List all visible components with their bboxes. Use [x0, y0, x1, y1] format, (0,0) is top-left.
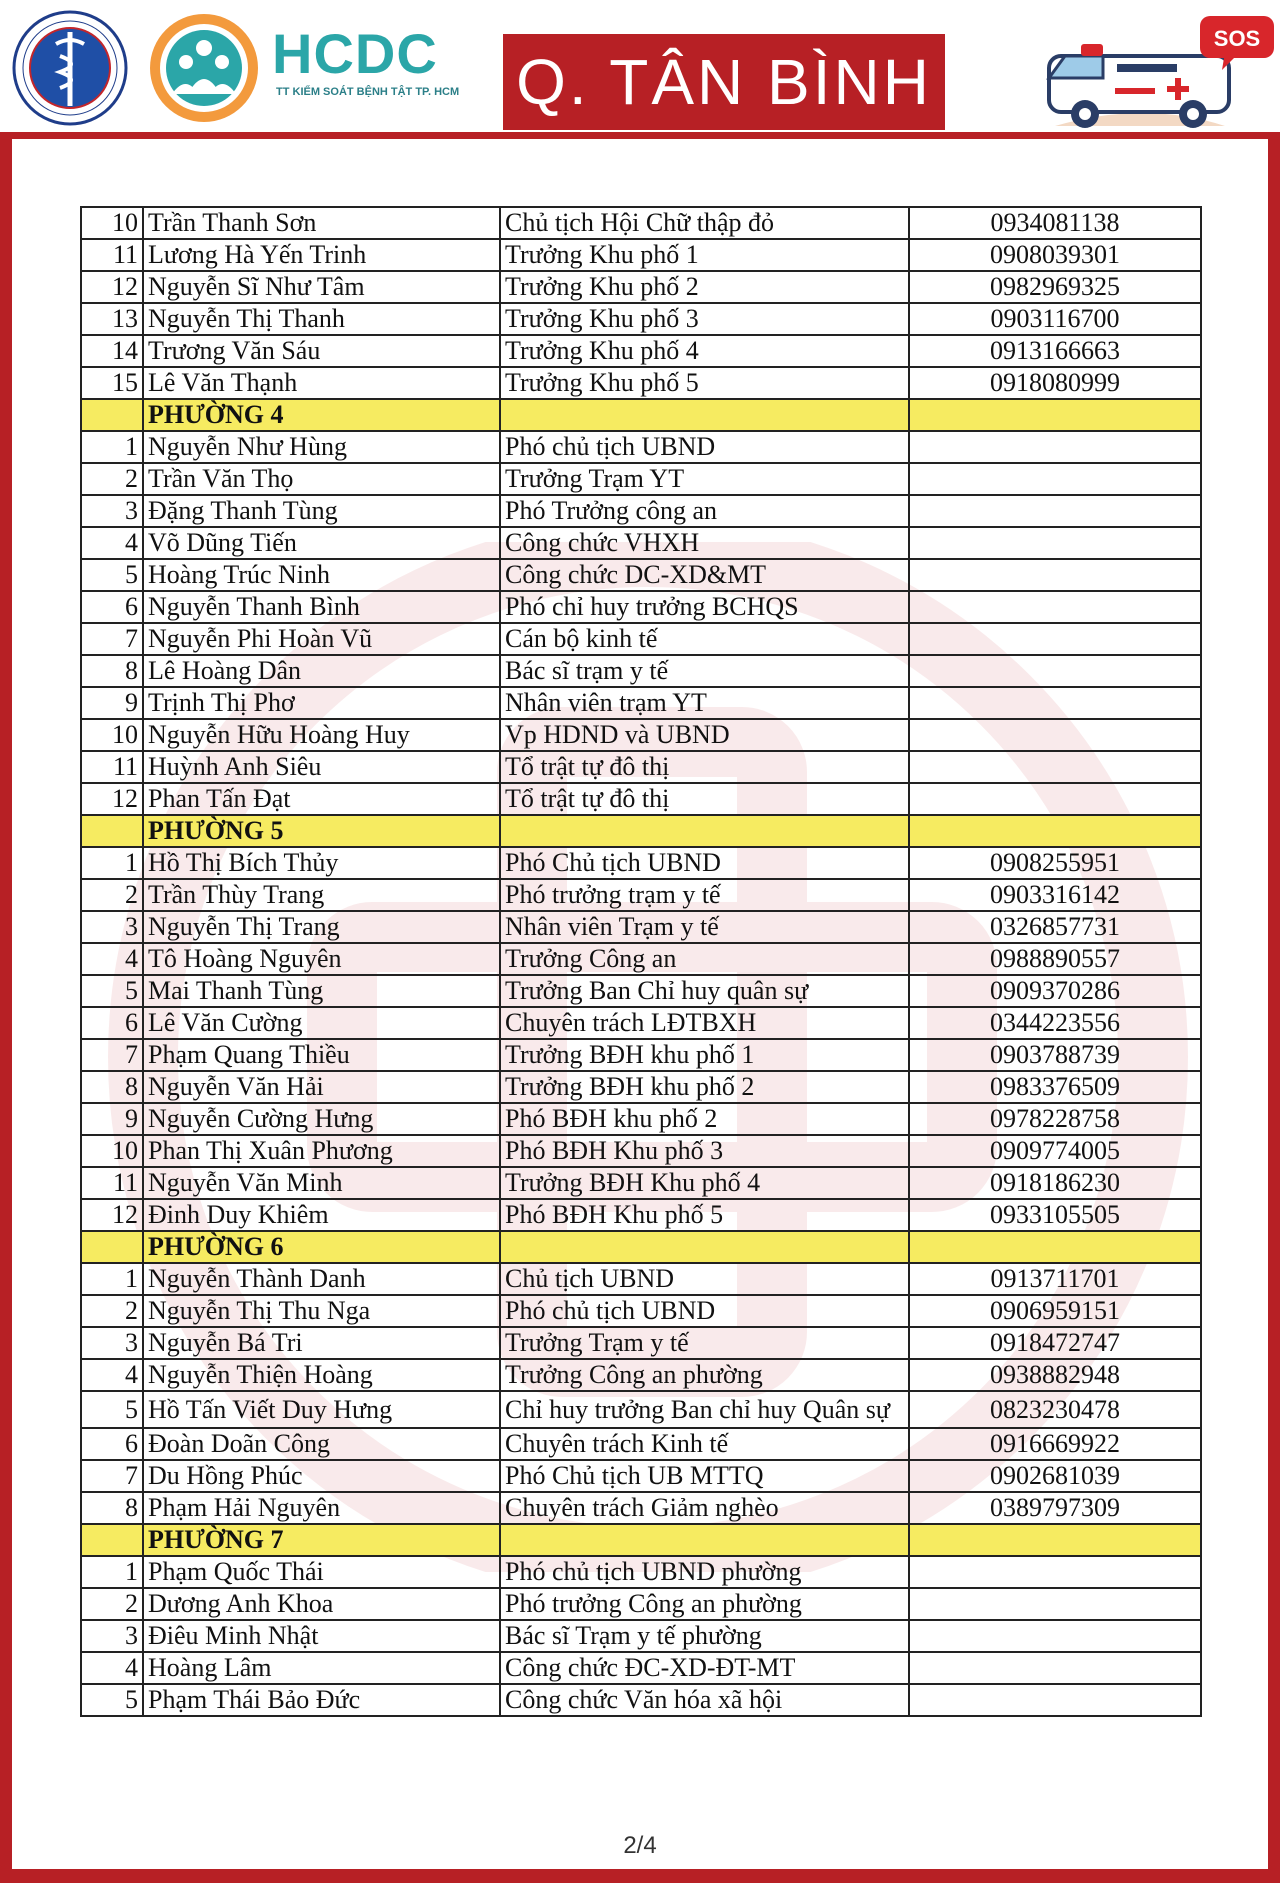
page-header — [0, 0, 1280, 132]
role-cell: Phó chủ tịch UBND phường — [500, 1556, 909, 1588]
phone-cell — [909, 815, 1201, 847]
role-cell — [500, 1231, 909, 1263]
role-cell: Phó BĐH Khu phố 5 — [500, 1199, 909, 1231]
role-cell: Chuyên trách Kinh tế — [500, 1428, 909, 1460]
table-row — [81, 1327, 1201, 1359]
table-row — [81, 719, 1201, 751]
phone-cell: 0918472747 — [909, 1327, 1201, 1359]
role-cell: Trưởng Khu phố 4 — [500, 335, 909, 367]
name-cell: Đinh Duy Khiêm — [143, 1199, 500, 1231]
name-cell: Phạm Thái Bảo Đức — [143, 1684, 500, 1716]
table-row — [81, 1103, 1201, 1135]
phone-cell: 0978228758 — [909, 1103, 1201, 1135]
sos-label: SOS — [1213, 26, 1261, 51]
name-cell: Trần Thùy Trang — [143, 879, 500, 911]
name-cell: Hồ Tấn Viết Duy Hưng — [143, 1391, 500, 1428]
phone-cell: 0908039301 — [909, 239, 1201, 271]
hcdc-logo-icon — [148, 12, 260, 124]
role-cell — [500, 399, 909, 431]
phone-cell: 0916669922 — [909, 1428, 1201, 1460]
phone-cell: 0918080999 — [909, 367, 1201, 399]
name-cell: Trịnh Thị Phơ — [143, 687, 500, 719]
district-title: Q. TÂN BÌNH — [503, 34, 945, 130]
name-cell: Nguyễn Thiện Hoàng — [143, 1359, 500, 1391]
table-row — [81, 1684, 1201, 1716]
name-cell: Nguyễn Thị Thu Nga — [143, 1295, 500, 1327]
name-cell: Đặng Thanh Tùng — [143, 495, 500, 527]
name-cell: Nguyễn Thành Danh — [143, 1263, 500, 1295]
ward-section-row — [81, 1524, 1201, 1556]
table-row — [81, 559, 1201, 591]
role-cell: Bác sĩ trạm y tế — [500, 655, 909, 687]
role-cell: Trưởng Khu phố 5 — [500, 367, 909, 399]
phone-cell: 0903788739 — [909, 1039, 1201, 1071]
row-number-cell: 3 — [81, 911, 143, 943]
row-number-cell: 6 — [81, 1007, 143, 1039]
name-cell: Phan Tấn Đạt — [143, 783, 500, 815]
role-cell: Trưởng BĐH Khu phố 4 — [500, 1167, 909, 1199]
role-cell: Chủ tịch Hội Chữ thập đỏ — [500, 207, 909, 239]
row-number-cell: 8 — [81, 1071, 143, 1103]
phone-cell — [909, 431, 1201, 463]
name-cell: Phạm Hải Nguyên — [143, 1492, 500, 1524]
ward-section-title: PHƯỜNG 4 — [143, 399, 500, 431]
table-row — [81, 1135, 1201, 1167]
table-row — [81, 335, 1201, 367]
row-number-cell: 4 — [81, 943, 143, 975]
row-number-cell — [81, 399, 143, 431]
name-cell: Mai Thanh Tùng — [143, 975, 500, 1007]
role-cell: Trưởng Trạm YT — [500, 463, 909, 495]
row-number-cell: 1 — [81, 1263, 143, 1295]
table-row — [81, 239, 1201, 271]
phone-cell: 0902681039 — [909, 1460, 1201, 1492]
phone-cell: 0913711701 — [909, 1263, 1201, 1295]
phone-cell: 0909774005 — [909, 1135, 1201, 1167]
phone-cell — [909, 1231, 1201, 1263]
role-cell: Phó Chủ tịch UB MTTQ — [500, 1460, 909, 1492]
phone-cell — [909, 399, 1201, 431]
phone-cell: 0934081138 — [909, 207, 1201, 239]
table-row — [81, 303, 1201, 335]
row-number-cell: 6 — [81, 591, 143, 623]
row-number-cell: 3 — [81, 1620, 143, 1652]
row-number-cell: 4 — [81, 1359, 143, 1391]
role-cell: Phó chủ tịch UBND — [500, 1295, 909, 1327]
role-cell: Công chức VHXH — [500, 527, 909, 559]
name-cell: Hoàng Trúc Ninh — [143, 559, 500, 591]
row-number-cell: 3 — [81, 1327, 143, 1359]
table-row — [81, 367, 1201, 399]
ward-section-title: PHƯỜNG 5 — [143, 815, 500, 847]
row-number-cell: 12 — [81, 271, 143, 303]
name-cell: Dương Anh Khoa — [143, 1588, 500, 1620]
phone-cell: 0913166663 — [909, 335, 1201, 367]
role-cell: Trưởng BĐH khu phố 2 — [500, 1071, 909, 1103]
role-cell: Vp HDND và UBND — [500, 719, 909, 751]
row-number-cell: 14 — [81, 335, 143, 367]
phone-cell: 0933105505 — [909, 1199, 1201, 1231]
role-cell: Phó BĐH khu phố 2 — [500, 1103, 909, 1135]
table-row — [81, 1007, 1201, 1039]
name-cell: Phạm Quốc Thái — [143, 1556, 500, 1588]
table-row — [81, 623, 1201, 655]
name-cell: Nguyễn Hữu Hoàng Huy — [143, 719, 500, 751]
phone-cell — [909, 495, 1201, 527]
row-number-cell: 2 — [81, 1295, 143, 1327]
phone-cell — [909, 623, 1201, 655]
health-department-seal-icon — [12, 10, 128, 126]
role-cell: Chỉ huy trưởng Ban chỉ huy Quân sự — [500, 1391, 909, 1428]
contact-table-body — [81, 207, 1201, 1716]
table-row — [81, 431, 1201, 463]
table-row — [81, 1460, 1201, 1492]
name-cell: Lê Văn Cường — [143, 1007, 500, 1039]
phone-cell — [909, 591, 1201, 623]
phone-cell — [909, 751, 1201, 783]
role-cell: Trưởng Ban Chỉ huy quân sự — [500, 975, 909, 1007]
role-cell: Phó BĐH Khu phố 3 — [500, 1135, 909, 1167]
role-cell: Chủ tịch UBND — [500, 1263, 909, 1295]
table-row — [81, 975, 1201, 1007]
name-cell: Phan Thị Xuân Phương — [143, 1135, 500, 1167]
row-number-cell: 4 — [81, 1652, 143, 1684]
row-number-cell: 12 — [81, 783, 143, 815]
row-number-cell: 11 — [81, 1167, 143, 1199]
role-cell: Phó chủ tịch UBND — [500, 431, 909, 463]
row-number-cell: 5 — [81, 1391, 143, 1428]
row-number-cell: 9 — [81, 1103, 143, 1135]
row-number-cell: 13 — [81, 303, 143, 335]
row-number-cell: 6 — [81, 1428, 143, 1460]
table-row — [81, 911, 1201, 943]
phone-cell: 0906959151 — [909, 1295, 1201, 1327]
phone-cell: 0326857731 — [909, 911, 1201, 943]
table-row — [81, 1039, 1201, 1071]
phone-cell — [909, 1652, 1201, 1684]
ward-section-title: PHƯỜNG 6 — [143, 1231, 500, 1263]
ward-section-row — [81, 815, 1201, 847]
name-cell: Trần Thanh Sơn — [143, 207, 500, 239]
role-cell: Công chức DC-XD&MT — [500, 559, 909, 591]
role-cell: Công chức ĐC-XD-ĐT-MT — [500, 1652, 909, 1684]
name-cell: Lê Hoàng Dân — [143, 655, 500, 687]
table-row — [81, 655, 1201, 687]
table-row — [81, 879, 1201, 911]
row-number-cell: 10 — [81, 1135, 143, 1167]
name-cell: Hồ Thị Bích Thủy — [143, 847, 500, 879]
role-cell: Nhân viên trạm YT — [500, 687, 909, 719]
role-cell: Công chức Văn hóa xã hội — [500, 1684, 909, 1716]
row-number-cell: 10 — [81, 719, 143, 751]
row-number-cell: 3 — [81, 495, 143, 527]
row-number-cell: 2 — [81, 1588, 143, 1620]
page-number: 2/4 — [623, 1832, 657, 1859]
table-row — [81, 271, 1201, 303]
table-row — [81, 1263, 1201, 1295]
ward-section-title: PHƯỜNG 7 — [143, 1524, 500, 1556]
phone-cell — [909, 1684, 1201, 1716]
name-cell: Nguyễn Cường Hưng — [143, 1103, 500, 1135]
table-row — [81, 591, 1201, 623]
table-row — [81, 1167, 1201, 1199]
table-row — [81, 1492, 1201, 1524]
row-number-cell: 1 — [81, 431, 143, 463]
table-row — [81, 1391, 1201, 1428]
phone-cell — [909, 527, 1201, 559]
table-row — [81, 1620, 1201, 1652]
name-cell: Võ Dũng Tiến — [143, 527, 500, 559]
table-row — [81, 463, 1201, 495]
row-number-cell: 5 — [81, 1684, 143, 1716]
name-cell: Nguyễn Thanh Bình — [143, 591, 500, 623]
row-number-cell: 8 — [81, 1492, 143, 1524]
table-row — [81, 1359, 1201, 1391]
table-row — [81, 527, 1201, 559]
phone-cell: 0918186230 — [909, 1167, 1201, 1199]
contact-table — [80, 206, 1202, 1717]
table-row — [81, 1652, 1201, 1684]
name-cell: Nguyễn Phi Hoàn Vũ — [143, 623, 500, 655]
phone-cell — [909, 559, 1201, 591]
table-row — [81, 687, 1201, 719]
name-cell: Huỳnh Anh Siêu — [143, 751, 500, 783]
phone-cell — [909, 463, 1201, 495]
ward-section-row — [81, 399, 1201, 431]
name-cell: Nguyễn Sĩ Như Tâm — [143, 271, 500, 303]
table-row — [81, 1071, 1201, 1103]
name-cell: Phạm Quang Thiều — [143, 1039, 500, 1071]
row-number-cell: 11 — [81, 751, 143, 783]
name-cell: Du Hồng Phúc — [143, 1460, 500, 1492]
table-row — [81, 1295, 1201, 1327]
phone-cell — [909, 1588, 1201, 1620]
table-row — [81, 943, 1201, 975]
phone-cell — [909, 719, 1201, 751]
role-cell: Trưởng Khu phố 3 — [500, 303, 909, 335]
role-cell: Nhân viên Trạm y tế — [500, 911, 909, 943]
table-row — [81, 1588, 1201, 1620]
name-cell: Nguyễn Thị Thanh — [143, 303, 500, 335]
table-row — [81, 783, 1201, 815]
phone-cell: 0903116700 — [909, 303, 1201, 335]
row-number-cell: 2 — [81, 463, 143, 495]
name-cell: Tô Hoàng Nguyên — [143, 943, 500, 975]
phone-cell: 0389797309 — [909, 1492, 1201, 1524]
row-number-cell — [81, 1231, 143, 1263]
role-cell: Phó Chủ tịch UBND — [500, 847, 909, 879]
table-row — [81, 207, 1201, 239]
name-cell: Nguyễn Văn Hải — [143, 1071, 500, 1103]
name-cell: Trần Văn Thọ — [143, 463, 500, 495]
role-cell: Trưởng Khu phố 1 — [500, 239, 909, 271]
row-number-cell: 15 — [81, 367, 143, 399]
row-number-cell: 7 — [81, 623, 143, 655]
role-cell — [500, 1524, 909, 1556]
phone-cell: 0903316142 — [909, 879, 1201, 911]
ward-section-row — [81, 1231, 1201, 1263]
table-row — [81, 1428, 1201, 1460]
role-cell: Trưởng Khu phố 2 — [500, 271, 909, 303]
row-number-cell: 2 — [81, 879, 143, 911]
role-cell: Tổ trật tự đô thị — [500, 751, 909, 783]
row-number-cell: 4 — [81, 527, 143, 559]
hcdc-logo-text: HCDC — [272, 22, 438, 85]
row-number-cell: 10 — [81, 207, 143, 239]
role-cell: Phó chỉ huy trưởng BCHQS — [500, 591, 909, 623]
name-cell: Nguyễn Như Hùng — [143, 431, 500, 463]
row-number-cell: 7 — [81, 1039, 143, 1071]
phone-cell — [909, 1524, 1201, 1556]
table-row — [81, 1199, 1201, 1231]
phone-cell: 0988890557 — [909, 943, 1201, 975]
row-number-cell: 7 — [81, 1460, 143, 1492]
phone-cell: 0909370286 — [909, 975, 1201, 1007]
phone-cell: 0983376509 — [909, 1071, 1201, 1103]
phone-cell: 0982969325 — [909, 271, 1201, 303]
role-cell: Chuyên trách LĐTBXH — [500, 1007, 909, 1039]
name-cell: Trương Văn Sáu — [143, 335, 500, 367]
name-cell: Điêu Minh Nhật — [143, 1620, 500, 1652]
row-number-cell: 5 — [81, 975, 143, 1007]
role-cell: Phó Trưởng công an — [500, 495, 909, 527]
role-cell: Bác sĩ Trạm y tế phường — [500, 1620, 909, 1652]
phone-cell: 0344223556 — [909, 1007, 1201, 1039]
phone-cell — [909, 783, 1201, 815]
table-row — [81, 751, 1201, 783]
role-cell: Trưởng Trạm y tế — [500, 1327, 909, 1359]
phone-cell: 0823230478 — [909, 1391, 1201, 1428]
row-number-cell: 11 — [81, 239, 143, 271]
name-cell: Nguyễn Bá Tri — [143, 1327, 500, 1359]
row-number-cell: 5 — [81, 559, 143, 591]
phone-cell — [909, 1556, 1201, 1588]
phone-cell: 0908255951 — [909, 847, 1201, 879]
role-cell: Chuyên trách Giảm nghèo — [500, 1492, 909, 1524]
row-number-cell: 9 — [81, 687, 143, 719]
name-cell: Hoàng Lâm — [143, 1652, 500, 1684]
role-cell: Trưởng BĐH khu phố 1 — [500, 1039, 909, 1071]
name-cell: Nguyễn Thị Trang — [143, 911, 500, 943]
name-cell: Nguyễn Văn Minh — [143, 1167, 500, 1199]
table-row — [81, 495, 1201, 527]
row-number-cell: 1 — [81, 1556, 143, 1588]
table-row — [81, 847, 1201, 879]
ambulance-sos-icon — [1025, 8, 1275, 132]
role-cell: Phó trưởng trạm y tế — [500, 879, 909, 911]
phone-cell — [909, 655, 1201, 687]
role-cell: Trưởng Công an — [500, 943, 909, 975]
role-cell: Tổ trật tự đô thị — [500, 783, 909, 815]
row-number-cell — [81, 815, 143, 847]
role-cell: Phó trưởng Công an phường — [500, 1588, 909, 1620]
row-number-cell: 8 — [81, 655, 143, 687]
row-number-cell: 12 — [81, 1199, 143, 1231]
name-cell: Đoàn Doãn Công — [143, 1428, 500, 1460]
name-cell: Lương Hà Yến Trinh — [143, 239, 500, 271]
phone-cell — [909, 687, 1201, 719]
phone-cell — [909, 1620, 1201, 1652]
row-number-cell: 1 — [81, 847, 143, 879]
role-cell: Trưởng Công an phường — [500, 1359, 909, 1391]
role-cell: Cán bộ kinh tế — [500, 623, 909, 655]
role-cell — [500, 815, 909, 847]
phone-cell: 0938882948 — [909, 1359, 1201, 1391]
row-number-cell — [81, 1524, 143, 1556]
hcdc-logo-subtitle: TT KIỂM SOÁT BỆNH TẬT TP. HCM — [276, 86, 460, 98]
table-row — [81, 1556, 1201, 1588]
name-cell: Lê Văn Thạnh — [143, 367, 500, 399]
